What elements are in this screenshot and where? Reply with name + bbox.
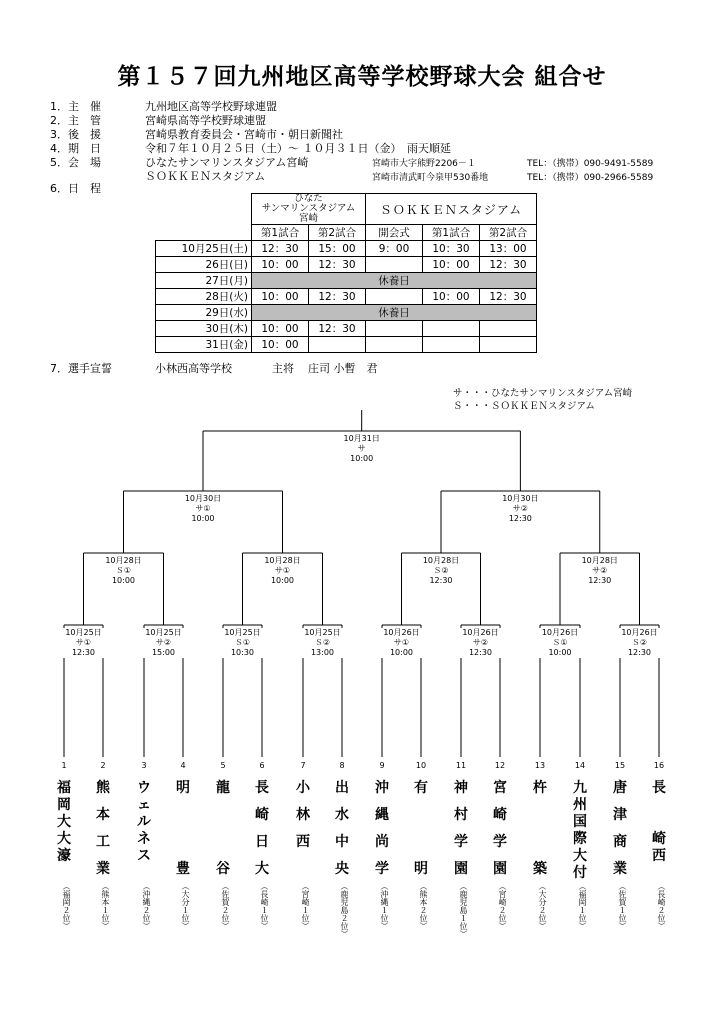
venue-1-address: 宮崎市大字熊野2206－１ (372, 159, 476, 169)
team-name-char: ス (137, 848, 151, 864)
team-name-char: 際 (573, 831, 587, 847)
team-name-char: 神 (454, 780, 468, 796)
schedule-date: 28日(火) (156, 289, 252, 305)
team-name-char: 林 (296, 807, 310, 823)
subheader-cell: 開会式 (366, 225, 423, 241)
schedule-date: 26日(日) (156, 257, 252, 273)
team-name-char: 長 (255, 780, 269, 796)
match-label-line: 10:00 (191, 514, 215, 523)
pledge-role: 主将 (272, 362, 294, 375)
match-label-line: 10月26日 (462, 628, 499, 637)
team-name-char: 有 (414, 780, 428, 796)
info-value: 令和７年１０月２５日（土）～ １０月３１日（金） 雨天順延 (145, 142, 451, 155)
schedule-cell: 12：30 (309, 289, 366, 305)
team-name-char (650, 814, 668, 831)
schedule-cell: 10：30 (423, 241, 480, 257)
team-name (531, 780, 549, 888)
team-name-char: 国 (573, 814, 587, 830)
match-label-line: サ (357, 444, 366, 453)
venue-2-tel: TEL：（携帯）090-2966-5589 (527, 173, 654, 183)
pledge-name: 庄司 小暫 君 (308, 362, 378, 375)
team-name-char: 小 (296, 780, 310, 796)
team-name (135, 780, 153, 865)
team-name-char: 熊 (96, 780, 110, 796)
team-name (412, 780, 430, 888)
team-name (214, 780, 232, 888)
schedule-cell: 15：00 (309, 241, 366, 257)
pledge-label: 7．選手宣誓 (50, 362, 112, 375)
schedule-cell: 10：00 (252, 321, 309, 337)
team-name (55, 780, 73, 865)
team-name-char: 西 (296, 834, 310, 850)
schedule-cell: 12：30 (309, 257, 366, 273)
team-number: 11 (455, 761, 467, 770)
venue-2-address: 宮崎市清武町今泉甲530番地 (372, 173, 489, 183)
schedule-cell: 13：00 (480, 241, 537, 257)
info-label: 2．主 管 (50, 114, 101, 127)
team-number: 4 (180, 761, 186, 770)
team-name (294, 780, 312, 861)
team-name-char: 崎 (652, 831, 666, 847)
schedule-date: 29日(水) (156, 305, 252, 321)
team-name-char: 西 (652, 848, 666, 864)
team-number: 13 (534, 761, 546, 770)
team-name-char (531, 807, 549, 834)
team-prefecture-rank: （宮崎２位） (498, 882, 507, 930)
match-label-line: サ① (195, 504, 211, 513)
match-label-line: 10月26日 (621, 628, 658, 637)
team-number: 6 (259, 761, 265, 770)
team-name-char: 央 (335, 861, 349, 877)
match-label-line: 15:00 (151, 648, 176, 657)
subheader-cell: 第2試合 (309, 225, 366, 241)
schedule-cell: 12：30 (252, 241, 309, 257)
team-name-char (214, 807, 232, 834)
team-name-char: 縄 (375, 807, 389, 823)
team-name (373, 780, 391, 888)
match-label-line: 13:00 (310, 648, 335, 657)
match-label-line: 10:00 (548, 648, 572, 657)
first-round-match-label (612, 628, 668, 658)
venue-1-header: ひなた サンマリンスタジアム 宮崎 (252, 194, 366, 225)
team-prefecture-rank: （沖縄２位） (142, 882, 151, 930)
team-name-char: 崎 (493, 807, 507, 823)
team-number: 1 (61, 761, 67, 770)
schedule-date: 30日(木) (156, 321, 252, 337)
info-value: 宮崎県高等学校野球連盟 (145, 114, 266, 127)
team-name-char: 濠 (57, 848, 71, 864)
match-label-line: 10:00 (111, 576, 136, 585)
match-label-line: 10:00 (270, 576, 295, 585)
team-name-char: 築 (533, 861, 547, 877)
team-name-char: 学 (454, 834, 468, 850)
team-number: 2 (100, 761, 106, 770)
schedule-cell: 10：00 (423, 289, 480, 305)
team-name-char: 大 (57, 814, 71, 830)
match-label-line: サ② (472, 638, 489, 647)
team-name-char: 崎 (255, 807, 269, 823)
team-name-char: 福 (57, 780, 71, 796)
match-label-line: Ｓ① (115, 566, 132, 575)
venue-1-name: ひなたサンマリンスタジアム宮崎 (145, 156, 309, 169)
team-name (94, 780, 112, 888)
team-name-char: 大 (255, 861, 269, 877)
team-name-char: 村 (454, 807, 468, 823)
match-label-line: 10:30 (230, 648, 255, 657)
team-prefecture-rank: （長崎２位） (657, 882, 666, 930)
team-number: 14 (574, 761, 586, 770)
match-label-line: 10月25日 (224, 628, 261, 637)
team-name-char: 龍 (216, 780, 230, 796)
team-name-char: 本 (96, 807, 110, 823)
team-number: 7 (300, 761, 306, 770)
match-label-line: サ② (512, 504, 528, 513)
team-name-char: 宮 (493, 780, 507, 796)
team-number: 9 (379, 761, 385, 770)
team-name-char: 日 (255, 834, 269, 850)
schedule-cell: 10：00 (252, 257, 309, 273)
team-number: 16 (653, 761, 665, 770)
info-value: 宮崎県教育委員会・宮崎市・朝日新聞社 (145, 128, 343, 141)
schedule-cell: 10：00 (423, 257, 480, 273)
info-label: 4．期 日 (50, 142, 101, 155)
first-round-match-label (374, 628, 430, 658)
schedule-date: 27日(月) (156, 273, 252, 289)
team-name-char: 杵 (533, 780, 547, 796)
final-match-label (334, 434, 390, 464)
team-name-char (412, 807, 430, 834)
team-number: 10 (415, 761, 427, 770)
match-label-line: 10月28日 (264, 556, 301, 565)
team-name (452, 780, 470, 888)
team-name-char: 水 (335, 807, 349, 823)
team-prefecture-rank: （沖縄１位） (380, 882, 389, 930)
semifinal-match-label (492, 494, 548, 524)
team-name-char: 中 (335, 834, 349, 850)
schedule-date: 10月25日(土) (156, 241, 252, 257)
team-name-char: 業 (613, 861, 627, 877)
quarterfinal-match-label (255, 556, 311, 586)
team-prefecture-rank: （福岡１位） (578, 882, 587, 930)
match-label-line: 12:30 (588, 576, 612, 585)
team-name-char: 大 (573, 848, 587, 864)
team-name-char: 岡 (57, 797, 71, 813)
team-name-char: 商 (613, 834, 627, 850)
team-name-char (650, 797, 668, 814)
semifinal-match-label (175, 494, 231, 524)
schedule-cell: 12：30 (480, 289, 537, 305)
match-label-line: Ｓ② (314, 638, 331, 647)
team-name-char: ウ (137, 780, 151, 796)
team-name-char: ル (137, 814, 151, 830)
team-prefecture-rank: （佐賀２位） (221, 882, 230, 930)
match-label-line: Ｓ① (234, 638, 251, 647)
team-prefecture-rank: （佐賀１位） (618, 882, 627, 930)
match-label-line: サ① (393, 638, 410, 647)
match-label-line: 12:30 (468, 648, 493, 657)
schedule-date: 31日(金) (156, 337, 252, 353)
team-name (611, 780, 629, 888)
team-name-char: 明 (414, 861, 428, 877)
schedule-label: 6．日 程 (50, 182, 101, 195)
first-round-match-label (453, 628, 509, 658)
team-name-char: 学 (375, 861, 389, 877)
schedule-cell: 12：30 (309, 321, 366, 337)
team-prefecture-rank: （熊本２位） (419, 882, 428, 930)
team-name-char: 尚 (375, 834, 389, 850)
schedule-cell: 10：00 (252, 289, 309, 305)
rest-day-cell: 休養日 (252, 305, 537, 321)
team-name-char (412, 834, 430, 861)
match-label-line: 10:00 (350, 454, 374, 463)
quarterfinal-match-label (572, 556, 628, 586)
match-label-line: Ｓ② (631, 638, 648, 647)
info-label: 5．会 場 (50, 156, 101, 169)
team-name-char: 大 (57, 831, 71, 847)
team-prefecture-rank: （鹿児島２位） (340, 882, 349, 938)
first-round-match-label (532, 628, 588, 658)
match-label-line: 10月25日 (145, 628, 182, 637)
match-label-line: 10月30日 (184, 494, 222, 503)
match-label-line: 10月28日 (105, 556, 142, 565)
match-label-line: 10月31日 (343, 434, 380, 443)
team-number: 3 (141, 761, 147, 770)
match-label-line: 12:30 (627, 648, 652, 657)
schedule-cell: 10：00 (252, 337, 309, 353)
match-label-line: Ｓ① (552, 638, 568, 647)
team-name-char: ネ (137, 831, 151, 847)
venue-1-tel: TEL：（携帯）090-9491-5589 (527, 159, 654, 169)
team-prefecture-rank: （長崎１位） (260, 882, 269, 930)
quarterfinal-match-label (96, 556, 152, 586)
match-label-line: 12:30 (429, 576, 453, 585)
team-name-char: 豊 (176, 861, 190, 877)
team-name-char: 谷 (216, 861, 230, 877)
team-name-char: ェ (137, 797, 151, 813)
team-name (571, 780, 589, 882)
team-name-char: 学 (493, 834, 507, 850)
legend-sunmarine: サ・・・ひなたサンマリンスタジアム宮崎 (453, 388, 633, 399)
info-label: 3．後 援 (50, 128, 101, 141)
team-name-char: 出 (335, 780, 349, 796)
first-round-match-label (136, 628, 192, 658)
team-name-char: 唐 (613, 780, 627, 796)
match-label-line: 10月28日 (422, 556, 460, 565)
subheader-cell: 第1試合 (252, 225, 309, 241)
team-name-char (174, 807, 192, 834)
first-round-match-label (295, 628, 351, 658)
match-label-line: 10月30日 (502, 494, 539, 503)
team-name (650, 780, 668, 865)
team-name-char: 園 (493, 861, 507, 877)
quarterfinal-match-label (413, 556, 469, 586)
team-prefecture-rank: （宮崎１位） (301, 882, 310, 930)
rest-day-cell: 休養日 (252, 273, 537, 289)
match-label-line: 10月26日 (383, 628, 420, 637)
team-prefecture-rank: （大分２位） (538, 882, 547, 930)
match-label-line: サ② (155, 638, 172, 647)
match-label-line: サ② (592, 566, 608, 575)
team-prefecture-rank: （大分１位） (181, 882, 190, 930)
team-name-char: 明 (176, 780, 190, 796)
match-label-line: 10月28日 (581, 556, 618, 565)
team-name (333, 780, 351, 888)
team-name (491, 780, 509, 888)
team-name-char: 長 (652, 780, 666, 796)
team-name-char: 津 (613, 807, 627, 823)
legend-sokken: Ｓ・・・ＳＯＫＫＥＮスタジアム (453, 401, 595, 412)
venue-2-header: ＳＯＫＫＥＮスタジアム (366, 194, 537, 225)
team-name-char: 州 (573, 797, 587, 813)
team-number: 15 (614, 761, 626, 770)
subheader-cell: 第2試合 (480, 225, 537, 241)
page-title: 第１５７回九州地区高等学校野球大会 組合せ (117, 64, 607, 90)
team-name-char: 九 (573, 780, 587, 796)
team-name-char: 工 (96, 834, 110, 850)
info-label: 1．主 催 (50, 100, 101, 113)
team-name-char: 付 (573, 865, 587, 881)
team-prefecture-rank: （熊本１位） (101, 882, 110, 930)
match-label-line: 10月25日 (304, 628, 341, 637)
venue-2-name: ＳＯＫＫＥＮスタジアム (145, 170, 266, 183)
schedule-cell: 12：30 (480, 257, 537, 273)
team-name-char (174, 834, 192, 861)
first-round-match-label (56, 628, 112, 658)
match-label-line: サ① (274, 566, 291, 575)
team-prefecture-rank: （福岡２位） (62, 882, 71, 930)
team-name-char: 園 (454, 861, 468, 877)
team-name (174, 780, 192, 888)
match-label-line: 12:30 (508, 514, 532, 523)
info-value: 九州地区高等学校野球連盟 (145, 100, 277, 113)
team-name-char (214, 834, 232, 861)
team-number: 5 (220, 761, 226, 770)
match-label-line: 10月25日 (65, 628, 102, 637)
match-label-line: 12:30 (71, 648, 96, 657)
match-label-line: 10:00 (389, 648, 414, 657)
pledge-school: 小林西高等学校 (155, 362, 232, 375)
team-name-char: 業 (96, 861, 110, 877)
team-name-char (531, 834, 549, 861)
team-name (253, 780, 271, 888)
match-label-line: サ① (75, 638, 92, 647)
schedule-cell: 9：00 (366, 241, 423, 257)
team-name-char: 沖 (375, 780, 389, 796)
match-label-line: Ｓ② (433, 566, 449, 575)
team-number: 12 (494, 761, 506, 770)
subheader-cell: 第1試合 (423, 225, 480, 241)
match-label-line: 10月26日 (541, 628, 579, 637)
first-round-match-label (215, 628, 271, 658)
team-number: 8 (339, 761, 345, 770)
team-prefecture-rank: （鹿児島１位） (459, 882, 468, 938)
